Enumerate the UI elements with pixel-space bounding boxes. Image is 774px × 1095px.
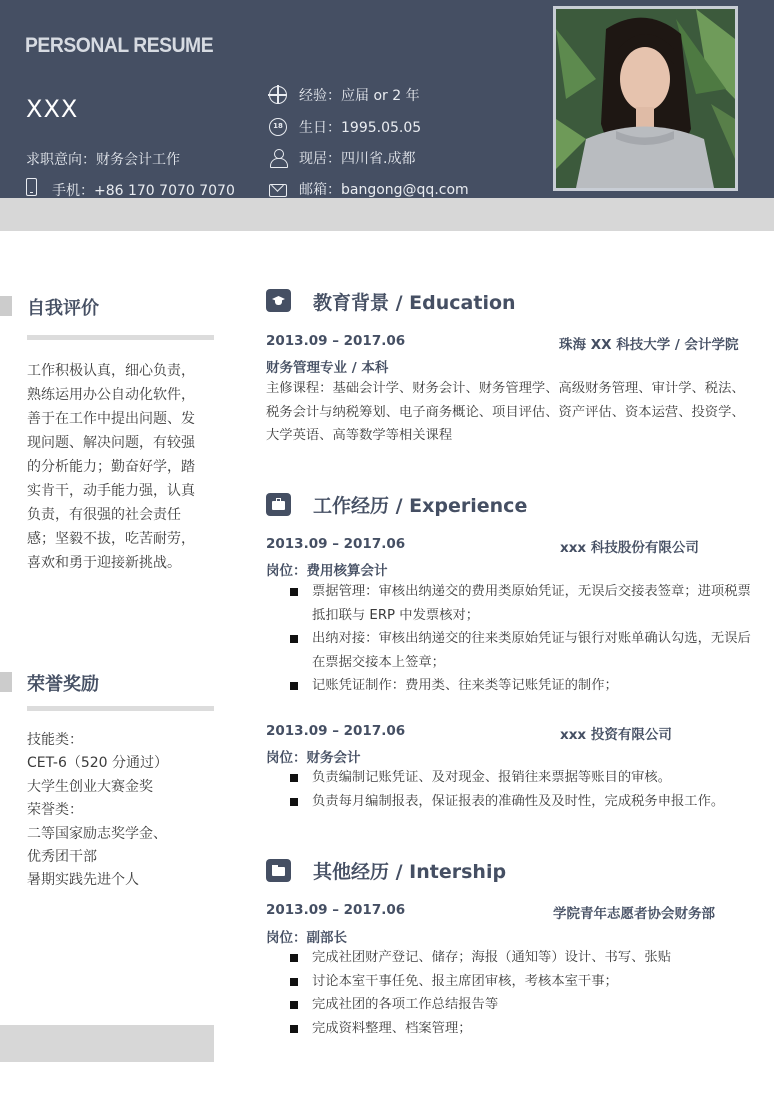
job-role: 岗位：财务会计 (266, 750, 361, 766)
other-role: 岗位：副部长 (266, 930, 347, 946)
duty-item: 完成社团财产登记、储存；海报（通知等）设计、书写、张贴 (289, 946, 751, 970)
portrait-illustration (556, 9, 735, 188)
honor-item: 二等国家励志奖学金、 (27, 825, 167, 842)
self-eval-title: 自我评价 (27, 298, 99, 319)
education-date: 2013.09 – 2017.06 (266, 333, 406, 349)
phone-line (26, 180, 235, 198)
job-date: 2013.09 – 2017.06 (266, 536, 406, 552)
courses-text: 主修课程：基础会计学、财务会计、财务管理学、高级财务管理、审计学、税法、税务会计与纳税筹划、电子商务概论、项目评估、资产评估、资本运营、投资学、大学英语、高等数学等相关课程 (266, 381, 745, 443)
honor-item: 荣誉类： (27, 802, 83, 819)
candidate-name: XXX (26, 95, 79, 123)
profile-photo (553, 6, 738, 191)
job-objective: 求职意向：财务会计工作 (26, 152, 180, 168)
section-rule (27, 335, 214, 340)
job-date: 2013.09 – 2017.06 (266, 723, 406, 739)
job-duties (289, 580, 751, 698)
sidebar-footer-bar (0, 1025, 214, 1062)
honors-title: 荣誉奖励 (27, 674, 99, 695)
section-marker (0, 296, 12, 316)
company-name: xxx 科技股份有限公司 (560, 540, 699, 556)
other-duties (289, 946, 751, 1040)
experience-title: 工作经历 / Experience (313, 495, 528, 517)
major: 财务管理专业 / 本科 (266, 360, 389, 376)
birthday-line (269, 117, 421, 137)
experience-text: 经验：应届 or 2 年 (299, 88, 420, 104)
residence-line (269, 148, 415, 168)
mail-icon (269, 184, 287, 197)
graduation-cap-icon (266, 289, 291, 312)
email-line (269, 179, 469, 198)
target-icon (269, 86, 287, 104)
honors-list (27, 729, 212, 893)
age-18-icon: 18 (269, 118, 287, 136)
section-rule (27, 706, 214, 711)
job-role: 岗位：费用核算会计 (266, 563, 388, 579)
duty-item: 记账凭证制作：费用类、往来类等记账凭证的制作； (289, 674, 751, 698)
duty-item: 完成资料整理、档案管理； (289, 1017, 751, 1041)
person-icon (269, 149, 287, 167)
birthday-text: 生日：1995.05.05 (299, 120, 422, 136)
honor-item: 优秀团干部 (27, 849, 97, 866)
honor-item: 暑期实践先进个人 (27, 872, 139, 889)
duty-item: 票据管理：审核出纳递交的费用类原始凭证，无误后交接表签章；进项税票抵扣联与 ERP 中发票核对； (289, 580, 751, 627)
self-eval-text: 工作积极认真，细心负责，熟练运用办公自动化软件，善于在工作中提出问题、发现问题、解决问题，有较强的分析能力；勤奋好学，踏实肯干，动手能力强，认真负责，有很强的社会责任感；坚毅不拔，吃苦耐劳，喜欢和勇于迎接新挑战。 (27, 363, 195, 571)
honor-item: 大学生创业大赛金奖 (27, 778, 153, 795)
duty-item: 完成社团的各项工作总结报告等 (289, 993, 751, 1017)
header-banner (0, 0, 774, 198)
email-text: 邮箱：bangong@qq.com (299, 182, 469, 198)
briefcase-icon (266, 493, 291, 516)
experience-line (269, 85, 420, 105)
company-name: xxx 投资有限公司 (560, 727, 672, 743)
honor-item: 技能类： (27, 732, 83, 748)
header-divider-strip (0, 198, 774, 231)
resume-title: PERSONAL RESUME (25, 34, 214, 57)
phone-text: 手机：+86 170 7070 7070 (52, 183, 235, 198)
mobile-phone-icon (26, 178, 37, 196)
residence-text: 现居：四川省.成都 (299, 151, 416, 167)
org-name: 学院青年志愿者协会财务部 (553, 906, 715, 922)
section-marker (0, 672, 12, 692)
job-duties (289, 766, 751, 813)
folder-icon (266, 859, 291, 882)
honor-item: CET-6（520 分通过） (27, 755, 169, 772)
duty-item: 讨论本室干事任免、报主席团审核，考核本室干事； (289, 970, 751, 994)
education-title: 教育背景 / Education (313, 292, 516, 314)
other-title: 其他经历 / Intership (313, 861, 507, 883)
duty-item: 负责每月编制报表，保证报表的准确性及及时性，完成税务申报工作。 (289, 790, 751, 814)
duty-item: 出纳对接：审核出纳递交的往来类原始凭证与银行对账单确认勾选，无误后在票据交接本上签章； (289, 627, 751, 674)
other-date: 2013.09 – 2017.06 (266, 902, 406, 918)
school-name: 珠海 XX 科技大学 / 会计学院 (559, 337, 739, 353)
duty-item: 负责编制记账凭证、及对现金、报销往来票据等账目的审核。 (289, 766, 751, 790)
